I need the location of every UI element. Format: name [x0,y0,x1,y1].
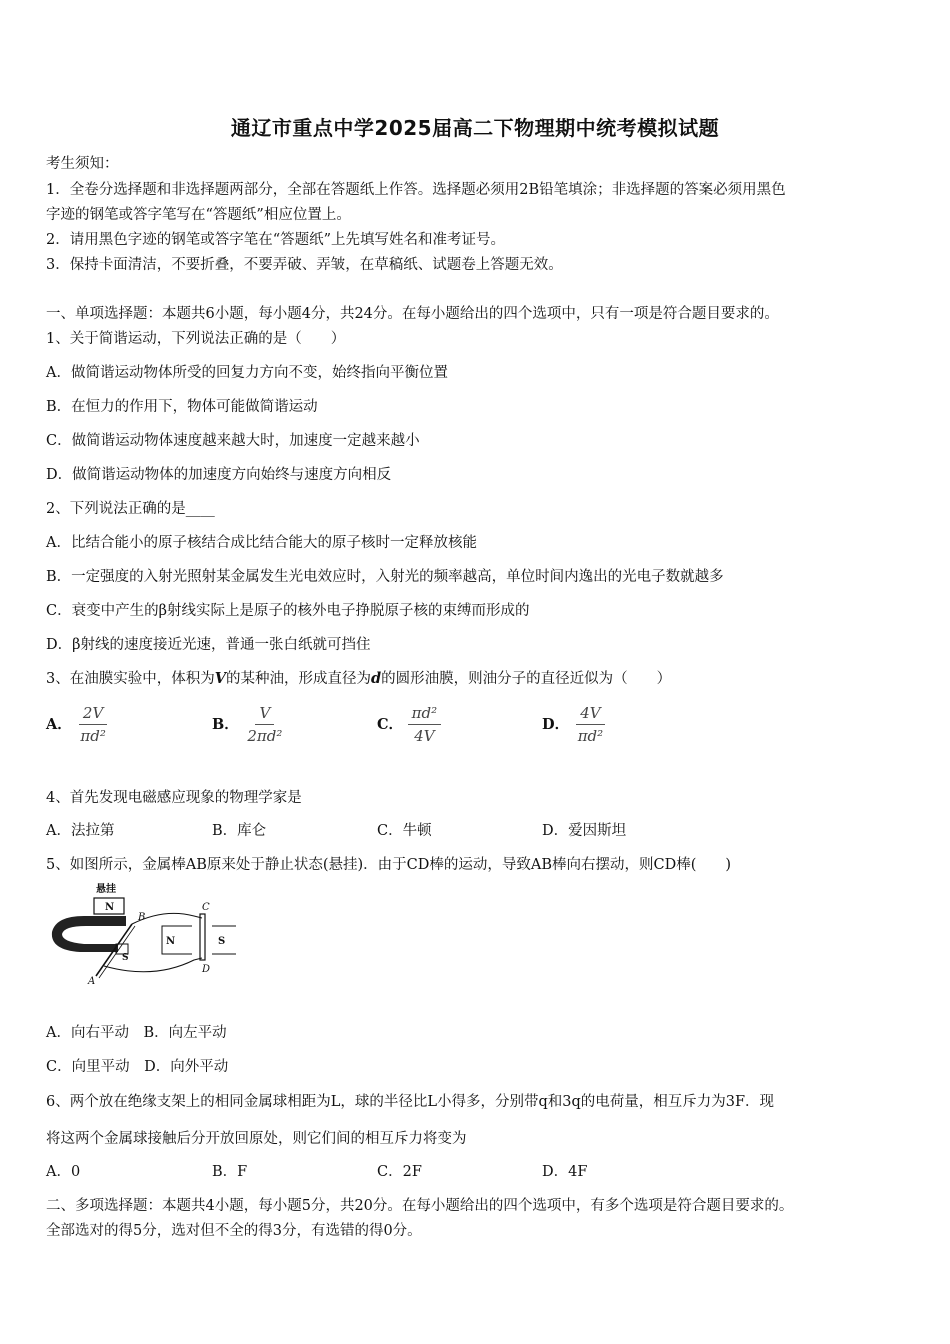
q3-fraction-a [76,704,109,745]
q3-option-label: C． [377,715,404,733]
q1-option-c: C．做简谐运动物体速度越来越大时，加速度一定越来越小 [46,433,420,449]
wire-bottom [104,958,202,972]
section-1-heading: 一、单项选择题：本题共6小题，每小题4分，共24分。在每小题给出的四个选项中，只有一项是符合题目要求的。 [46,306,779,322]
q2-option-a: A．比结合能小的原子核结合成比结合能大的原子核时一定释放核能 [46,535,477,551]
q6-option-d: D．4F [542,1164,588,1180]
q1-option-d: D．做简谐运动物体的加速度方向始终与速度方向相反 [46,467,392,483]
q2-stem: 2、下列说法正确的是____ [46,501,215,517]
fig-s2-label: S [218,936,226,947]
fraction-numerator: 2V [79,704,107,725]
q6-stem-2: 将这两个金属球接触后分开放回原处，则它们间的相互斥力将变为 [46,1131,467,1147]
q5-options-row-1: A．向右平动 B．向左平动 [46,1025,227,1041]
fig-a-label: A [88,976,96,987]
notice-line-2: 2．请用黑色字迹的钢笔或答字笔在“答题纸”上先填写姓名和准考证号。 [46,232,506,248]
q3-stem [46,667,671,688]
q3-option-a [46,704,110,745]
fig-c-label: C [202,902,210,913]
q6-option-b: B．F [212,1164,248,1180]
q3-option-d [542,704,607,745]
q3-option-label: B． [212,715,239,733]
q3-stem-part: 3、在油膜实验中，体积为 [46,671,215,687]
q3-stem-part: 的某种油，形成直径为 [226,671,371,687]
q6-option-c: C．2F [377,1164,422,1180]
q2-option-b: B．一定强度的入射光照射某金属发生光电效应时，入射光的频率越高，单位时间内逸出的光电子数就越多 [46,569,724,585]
fig-s1-label: S [122,953,129,963]
fraction-denominator: πd² [80,727,106,745]
q3-stem-part: 的圆形油膜，则油分子的直径近似为（ ） [381,671,672,687]
q5-options-row-2: C．向里平动 D．向外平动 [46,1059,229,1075]
section-2-heading: 二、多项选择题：本题共4小题，每小题5分，共20分。在每小题给出的四个选项中，有多个选项是符合题目要求的。 [46,1198,794,1214]
q5-stem: 5、如图所示，金属棒AB原来处于静止状态(悬挂)．由于CD棒的运动，导致AB棒向右摆动，则CD棒( ) [46,857,732,873]
notice-line-1b: 字迹的钢笔或答字笔写在“答题纸”相应位置上。 [46,207,351,223]
fraction-denominator: 4V [414,727,435,745]
q6-stem-1: 6、两个放在绝缘支架上的相同金属球相距为L，球的半径比L小得多，分别带q和3q的电荷量，相互斥力为3F．现 [46,1094,775,1110]
fraction-numerator: V [255,704,274,725]
q3-fraction-d [574,704,607,745]
q3-var-v: V [214,670,226,687]
notice-line-1a: 1．全卷分选择题和非选择题两部分，全部在答题纸上作答。选择题必须用2B铅笔填涂；非选择题的答案必须用黑色 [46,182,786,198]
q1-stem: 1、关于简谐运动，下列说法正确的是（ ） [46,331,346,347]
q3-option-c [377,704,441,745]
q4-option-a: A．法拉第 [46,823,115,839]
q4-stem: 4、首先发现电磁感应现象的物理学家是 [46,790,302,806]
q4-option-c: C．牛顿 [377,823,432,839]
q3-fraction-c [408,704,441,745]
fraction-denominator: 2πd² [247,727,283,745]
q1-option-b: B．在恒力的作用下，物体可能做简谐运动 [46,399,318,415]
section-2-scoring: 全部选对的得5分，选对但不全的得3分，有选错的得0分。 [46,1223,422,1239]
fraction-denominator: πd² [577,727,604,745]
fraction-numerator: πd² [408,704,441,725]
q4-option-b: B．库仑 [212,823,267,839]
q4-option-d: D．爱因斯坦 [542,823,627,839]
page-title: 通辽市重点中学2025届高二下物理期中统考模拟试题 [230,116,720,140]
q6-option-a: A．0 [46,1164,81,1180]
fig-b-label: B [138,912,146,923]
q2-option-c: C．衰变中产生的β射线实际上是原子的核外电子挣脱原子核的束缚而形成的 [46,603,530,619]
rod-cd [200,914,205,960]
q3-option-label: D． [542,715,570,733]
q3-fraction-b [243,704,286,745]
q3-option-label: A． [46,715,72,733]
fig-n1-label: N [105,902,115,913]
notice-heading: 考生须知： [46,156,119,172]
fig-hang-label: 悬挂 [96,884,116,895]
q3-var-d: d [371,670,382,687]
q5-diagram [44,880,244,992]
q2-option-d: D．β射线的速度接近光速，普通一张白纸就可挡住 [46,637,371,653]
fraction-numerator: 4V [576,704,604,725]
fig-d-label: D [202,964,211,975]
q1-option-a: A．做简谐运动物体所受的回复力方向不变，始终指向平衡位置 [46,365,448,381]
u-magnet-body [52,916,126,952]
fig-n2-label: N [166,936,176,947]
q3-option-b [212,704,286,745]
notice-line-3: 3．保持卡面清洁，不要折叠，不要弄破、弄皱，在草稿纸、试题卷上答题无效。 [46,257,563,273]
